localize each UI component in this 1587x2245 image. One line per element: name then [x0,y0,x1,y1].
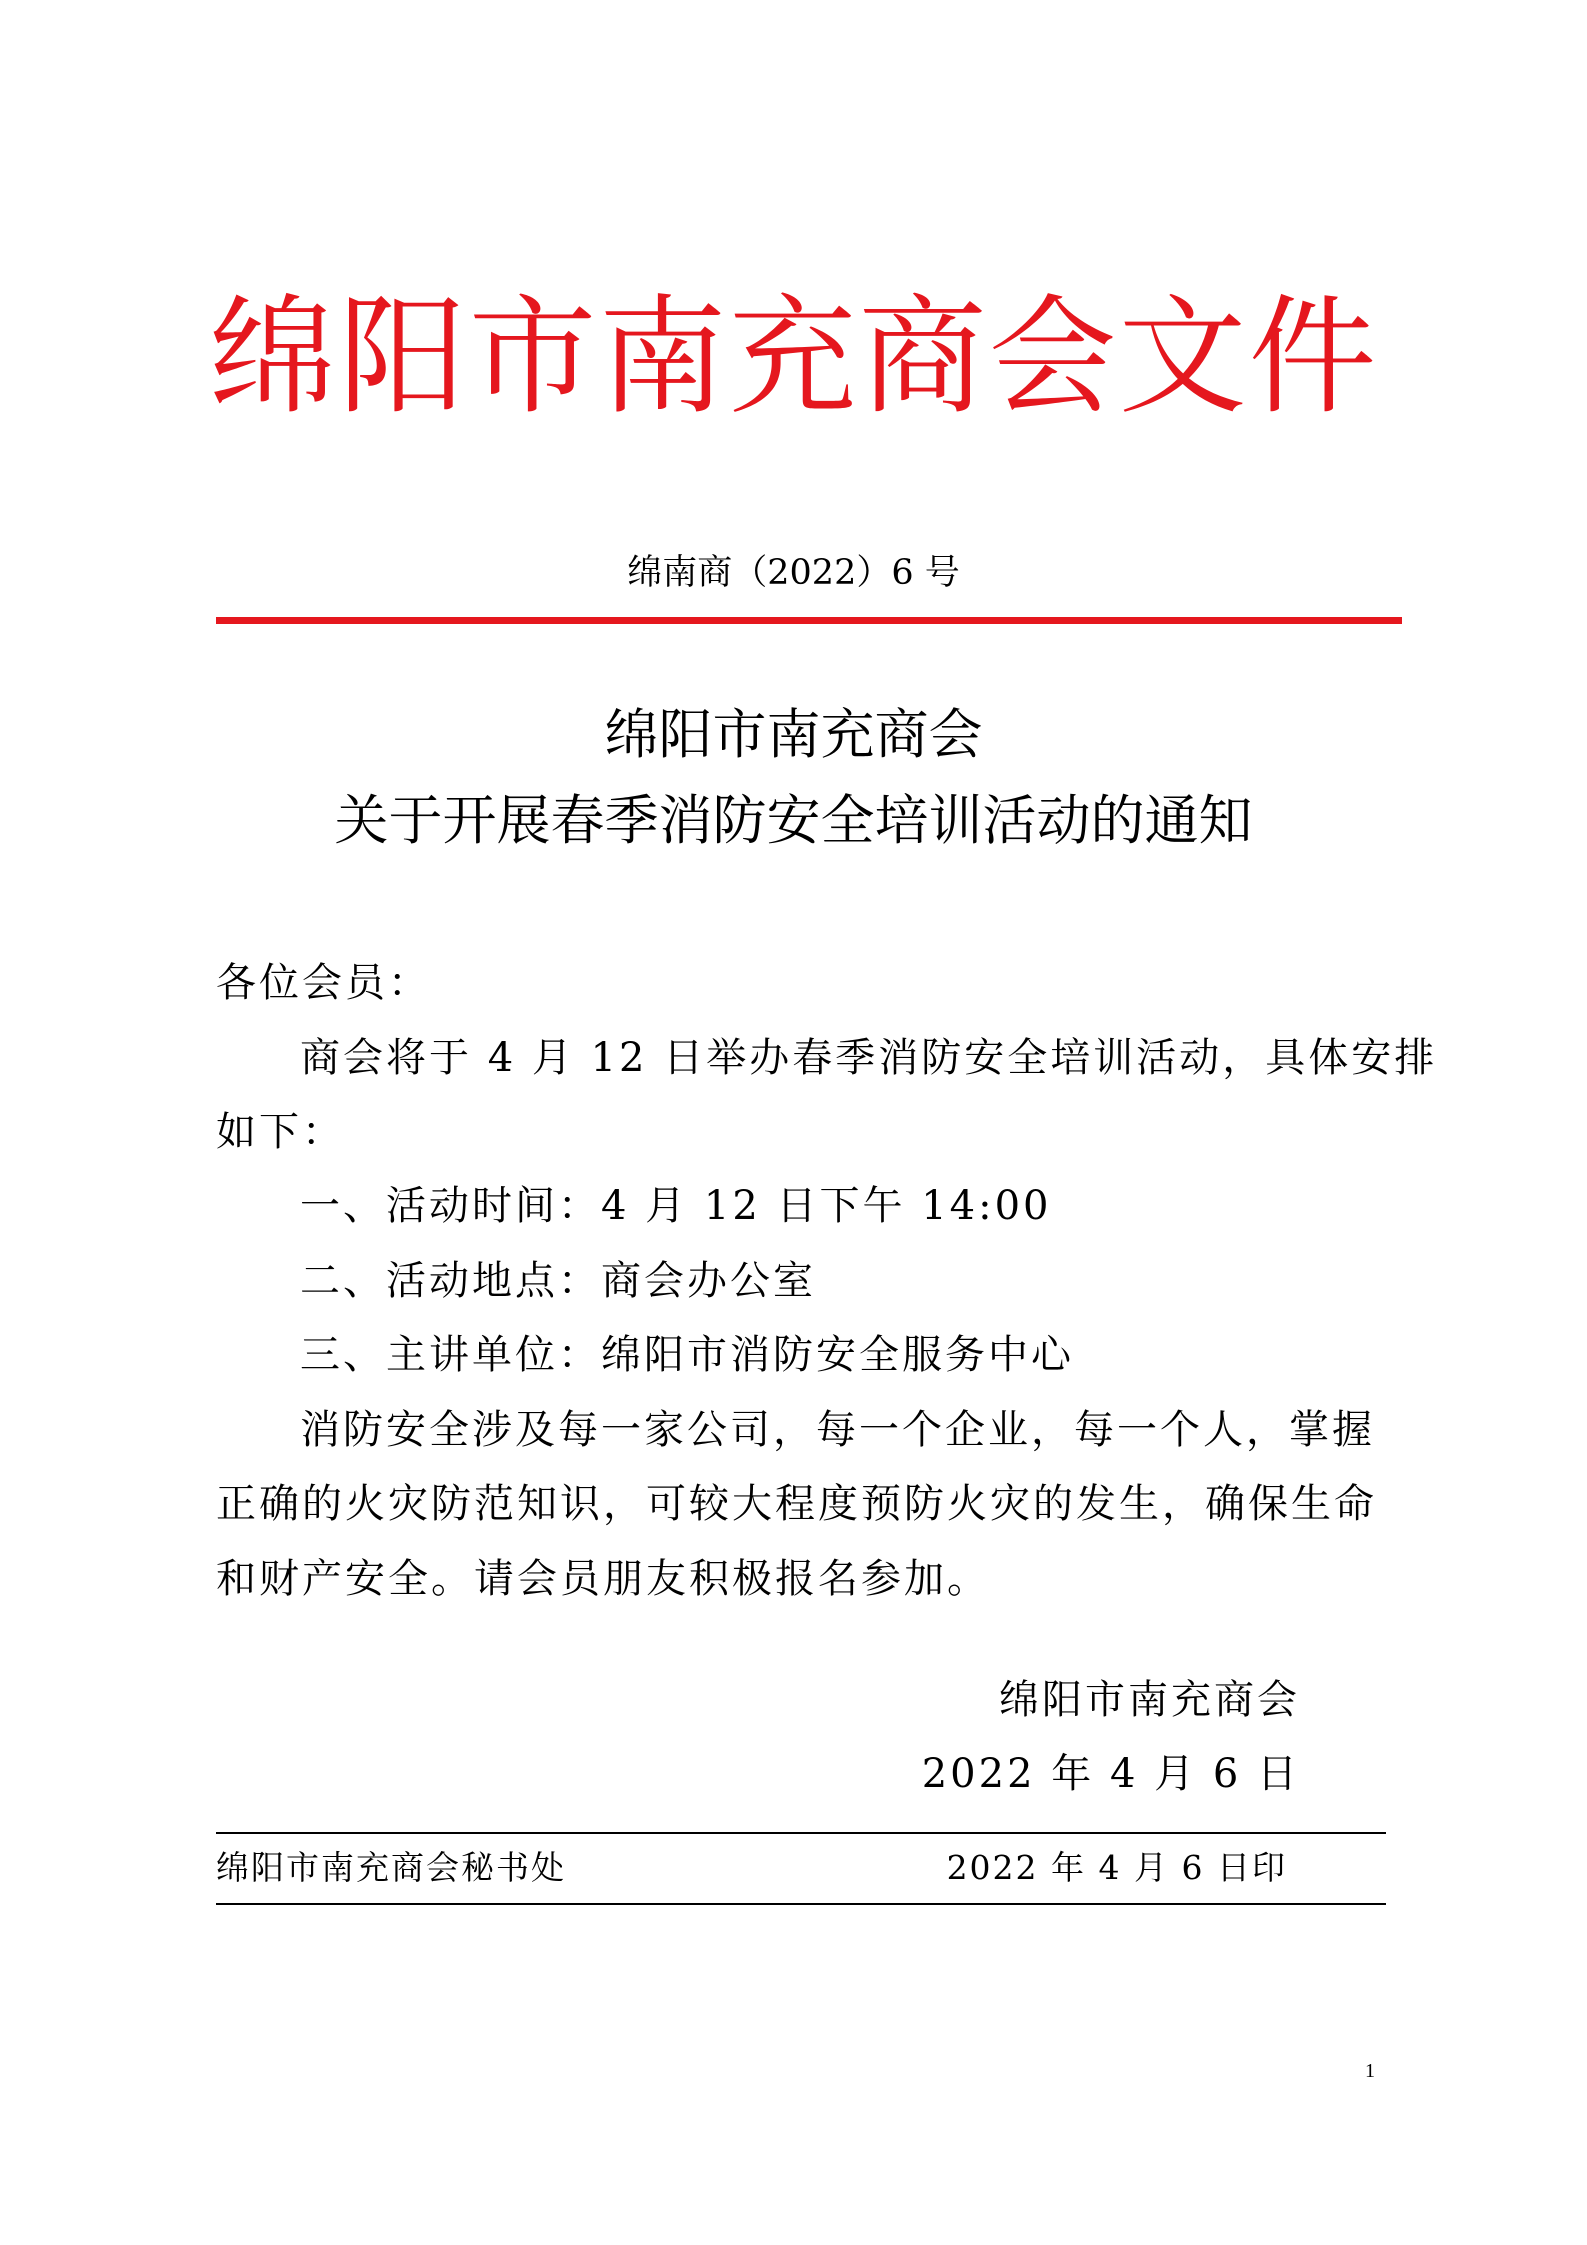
masthead-title: 绵阳市南充商会文件 [208,283,1379,432]
body-paragraph-1-line-2: 如下： [216,1109,345,1155]
salutation: 各位会员： [216,960,431,1006]
body-paragraph-1-line-1: 商会将于 4 月 12 日举办春季消防安全培训活动，具体安排 [300,1035,1438,1081]
arrangement-item-location: 二、活动地点：商会办公室 [300,1258,816,1304]
arrangement-item-time: 一、活动时间：4 月 12 日下午 14:00 [300,1183,1052,1229]
page-number: 1 [1365,2060,1375,2082]
masthead-red-rule [216,617,1402,624]
notice-title-line-1: 绵阳市南充商会 [604,703,983,766]
document-number: 绵南商（2022）6 号 [627,553,960,593]
arrangement-item-speaker: 三、主讲单位：绵阳市消防安全服务中心 [300,1332,1074,1378]
footer-print-date: 2022 年 4 月 6 日印 [946,1848,1287,1887]
footer-rule-bottom [216,1903,1386,1905]
signature-date: 2022 年 4 月 6 日 [921,1751,1300,1797]
notice-title-line-2: 关于开展春季消防安全培训活动的通知 [334,789,1253,852]
body-paragraph-2-line-3: 和财产安全。请会员朋友积极报名参加。 [216,1556,990,1602]
signature-organization: 绵阳市南充商会 [999,1677,1300,1723]
footer-rule-top [216,1832,1386,1834]
footer-issuer: 绵阳市南充商会秘书处 [216,1848,566,1887]
body-paragraph-2-line-1: 消防安全涉及每一家公司，每一个企业，每一个人，掌握 [300,1407,1375,1453]
body-paragraph-2-line-2: 正确的火灾防范知识，可较大程度预防火灾的发生，确保生命 [216,1481,1377,1527]
